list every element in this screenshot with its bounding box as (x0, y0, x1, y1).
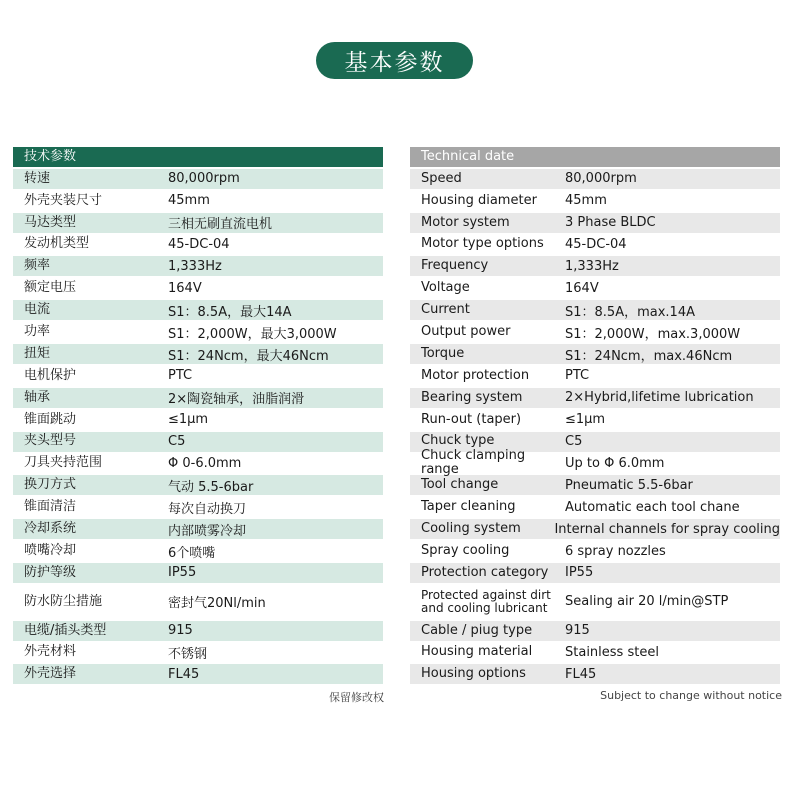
spec-value: 内部喷雾冷却 (168, 523, 247, 539)
spec-label: 锥面跳动 (24, 411, 77, 427)
table-row (410, 519, 780, 539)
spec-label: Voltage (421, 280, 470, 296)
table-row (13, 664, 383, 684)
spec-value: 45mm (565, 193, 607, 209)
spec-label: Current (421, 302, 470, 318)
spec-value: 45mm (168, 193, 210, 209)
spec-label: 频率 (24, 258, 51, 274)
spec-value: 915 (565, 623, 590, 639)
table-row (410, 388, 780, 408)
spec-label: Bearing system (421, 389, 523, 405)
table-row (410, 585, 780, 619)
spec-value: 1,333Hz (565, 258, 619, 274)
table-row (13, 278, 383, 298)
spec-label: Protection category (421, 564, 549, 580)
spec-label: Motor protection (421, 367, 530, 383)
spec-value: 密封气20Nl/min (168, 596, 266, 612)
spec-label: Housing material (421, 644, 533, 660)
spec-value: 3 Phase BLDC (565, 215, 656, 231)
spec-label: Protected against dirt and cooling lubricant (421, 587, 551, 615)
spec-label: 冷却系统 (24, 520, 77, 536)
table-row (410, 664, 780, 684)
spec-value: S1：2,000W，最大3,000W (168, 326, 337, 342)
spec-value: Up to Φ 6.0mm (565, 455, 665, 471)
spec-value: FL45 (565, 666, 597, 682)
spec-label: Speed (421, 170, 462, 186)
table-row (410, 191, 780, 211)
spec-value: ≤1μm (168, 412, 209, 428)
spec-value: S1：24Ncm，max.46Ncm (565, 348, 733, 364)
spec-value: Internal channels for spray cooling (554, 521, 780, 537)
spec-label: Taper cleaning (421, 499, 516, 515)
spec-value: 80,000rpm (168, 171, 240, 187)
spec-value: IP55 (168, 565, 197, 581)
spec-value: ≤1μm (565, 412, 606, 428)
spec-value: Sealing air 20 l/min@STP (565, 594, 729, 610)
table-row (410, 322, 780, 342)
change-notice: Subject to change without notice (600, 689, 782, 702)
spec-label: 电机保护 (24, 367, 77, 383)
table-row (410, 563, 780, 583)
spec-value: IP55 (565, 565, 594, 581)
spec-label: Motor system (421, 214, 510, 230)
spec-value: S1：24Ncm，最大46Ncm (168, 348, 329, 364)
spec-label: Housing diameter (421, 192, 537, 208)
table-row (13, 541, 383, 561)
table-body (13, 169, 383, 685)
table-row (13, 432, 383, 452)
spec-label: 外壳材料 (24, 644, 77, 660)
table-row (13, 322, 383, 342)
page-title: 基本参数 (316, 42, 473, 79)
table-row (13, 519, 383, 539)
table-row (13, 191, 383, 211)
spec-label: Spray cooling (421, 542, 510, 558)
spec-label: 额定电压 (24, 280, 77, 296)
spec-value: 2×Hybrid,lifetime lubrication (565, 390, 754, 406)
spec-label: Chuck clamping range (421, 448, 526, 478)
table-row (410, 235, 780, 255)
spec-label: Chuck type (421, 433, 495, 449)
table-row (13, 643, 383, 663)
spec-label: Tool change (421, 477, 499, 493)
table-body (410, 169, 780, 685)
table-row (410, 366, 780, 386)
table-row (410, 213, 780, 233)
spec-label: Cable / piug type (421, 622, 533, 638)
spec-value: 915 (168, 623, 193, 639)
spec-value: S1：2,000W，max.3,000W (565, 326, 741, 342)
spec-value: C5 (168, 434, 186, 450)
spec-label: 发动机类型 (24, 236, 90, 252)
spec-label: 锥面清洁 (24, 499, 77, 515)
table-row (13, 388, 383, 408)
spec-label: Run-out (taper) (421, 411, 522, 427)
spec-value: PTC (168, 368, 193, 384)
table-row (410, 475, 780, 495)
spec-value: PTC (565, 368, 590, 384)
table-row (13, 235, 383, 255)
table-row (13, 585, 383, 619)
spec-value: 164V (168, 280, 202, 296)
table-row (410, 300, 780, 320)
spec-label: 电流 (24, 302, 51, 318)
table-row (13, 621, 383, 641)
spec-value: 6个喷嘴 (168, 545, 216, 561)
table-row (410, 621, 780, 641)
table-row (13, 169, 383, 189)
spec-label: Motor type options (421, 236, 544, 252)
table-row (410, 497, 780, 517)
table-row (410, 169, 780, 189)
table-row (410, 410, 780, 430)
table-row (13, 475, 383, 495)
spec-label: 刀具夹持范围 (24, 455, 103, 471)
table-row (410, 278, 780, 298)
spec-value: FL45 (168, 666, 200, 682)
table-row (13, 300, 383, 320)
spec-label: 外壳选择 (24, 666, 77, 682)
spec-value: S1：8.5A，max.14A (565, 304, 695, 320)
table-row (13, 256, 383, 276)
spec-label: 电缆/插头类型 (24, 622, 107, 638)
spec-value: Pneumatic 5.5-6bar (565, 477, 693, 493)
table-row (13, 366, 383, 386)
spec-value: 45-DC-04 (168, 237, 230, 253)
spec-value: 80,000rpm (565, 171, 637, 187)
spec-label: 换刀方式 (24, 477, 77, 493)
spec-table-english (410, 147, 780, 684)
spec-value: 每次自动换刀 (168, 501, 247, 517)
spec-label: 外壳夹装尺寸 (24, 192, 103, 208)
spec-label: 防护等级 (24, 564, 77, 580)
spec-label: Cooling system (421, 520, 521, 536)
spec-label: 扭矩 (24, 345, 51, 361)
table-row (410, 643, 780, 663)
spec-value: Automatic each tool chane (565, 499, 740, 515)
spec-label: Torque (421, 345, 465, 361)
spec-label: 轴承 (24, 389, 51, 405)
spec-value: 不锈钢 (168, 647, 208, 663)
spec-value: Φ 0-6.0mm (168, 455, 242, 471)
table-header: Technical date (410, 147, 780, 167)
spec-value: S1：8.5A，最大14A (168, 304, 292, 320)
spec-value: C5 (565, 434, 583, 450)
spec-value: Stainless steel (565, 645, 659, 661)
table-row (13, 453, 383, 473)
spec-table-chinese (13, 147, 383, 684)
table-row (13, 563, 383, 583)
spec-label: 功率 (24, 323, 51, 339)
spec-label: Output power (421, 323, 511, 339)
spec-value: 三相无刷直流电机 (168, 217, 273, 233)
spec-label: 防水防尘措施 (24, 593, 103, 609)
spec-value: 45-DC-04 (565, 237, 627, 253)
table-row (410, 541, 780, 561)
table-row (13, 497, 383, 517)
spec-label: Housing options (421, 666, 526, 682)
table-row (410, 256, 780, 276)
spec-value: 气动 5.5-6bar (168, 479, 254, 495)
table-header: 技术参数 (13, 147, 383, 167)
spec-label: 喷嘴冷却 (24, 542, 77, 558)
spec-label: 马达类型 (24, 214, 77, 230)
spec-value: 6 spray nozzles (565, 543, 666, 559)
spec-value: 2×陶瓷轴承，油脂润滑 (168, 392, 305, 408)
spec-label: 转速 (24, 170, 51, 186)
table-row (410, 448, 780, 478)
rights-note: 保留修改权 (329, 691, 384, 704)
table-row (13, 410, 383, 430)
spec-label: 夹头型号 (24, 433, 77, 449)
spec-label: Frequency (421, 258, 489, 274)
spec-value: 1,333Hz (168, 258, 222, 274)
table-row (13, 213, 383, 233)
table-row (410, 344, 780, 364)
table-row (13, 344, 383, 364)
spec-value: 164V (565, 280, 599, 296)
